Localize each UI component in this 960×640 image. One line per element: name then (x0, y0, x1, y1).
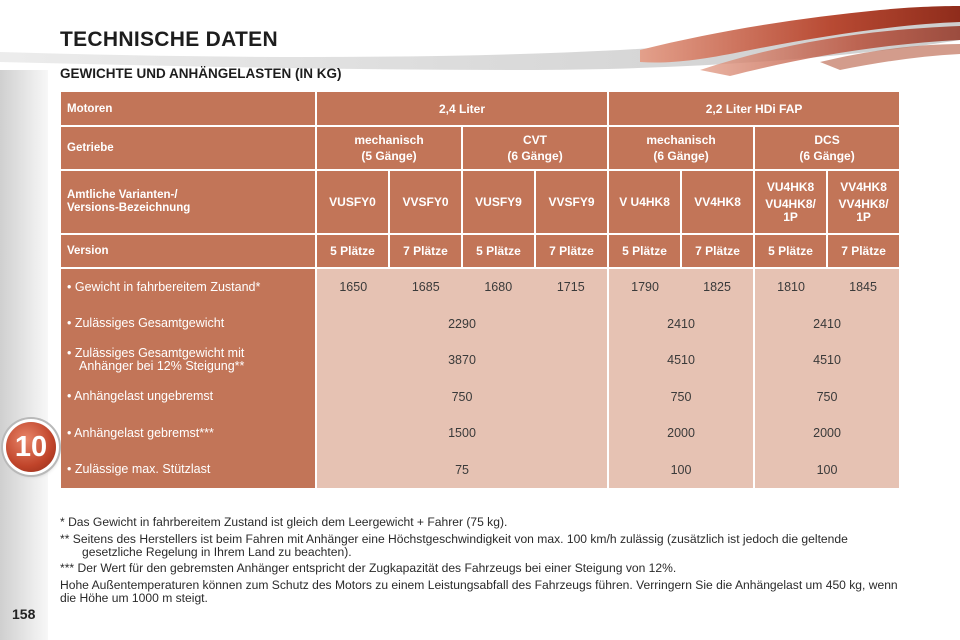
chapter-badge: 10 (6, 422, 56, 472)
petrol-values (317, 269, 607, 488)
kerb-weight-values (317, 269, 607, 306)
kerb-weight-value: 1715 (556, 280, 585, 295)
footnote-kerb-weight: * Das Gewicht in fahrbereitem Zustand ist gleich dem Leergewicht + Fahrer (75 kg). (60, 515, 508, 529)
variant-cell: VVSFY0 (390, 171, 461, 233)
kerb-weight-value: 1810 (777, 280, 805, 295)
gearbox-cell (317, 127, 461, 169)
label-kerb-weight: • Gewicht in fahrbereitem Zustand* (67, 279, 261, 294)
variant-code: 1P (783, 209, 798, 224)
train-weight-value: 4510 (813, 353, 841, 368)
gearbox-type: CVT (523, 133, 548, 147)
version-label: Version (61, 235, 315, 267)
version-cell: 7 Plätze (390, 235, 461, 267)
variant-cell (755, 171, 826, 233)
weight-labels (61, 269, 315, 488)
kerb-weight-values (609, 269, 753, 306)
variant-code: VV4HK8 (840, 179, 887, 194)
motor-diesel: 2,2 Liter HDi FAP (609, 92, 899, 125)
gearbox-gears: (6 Gänge) (507, 149, 563, 163)
unbraked-trailer-value: 750 (451, 389, 473, 404)
nose-weight-value: 100 (670, 462, 692, 477)
braked-trailer-value: 1500 (448, 426, 476, 441)
kerb-weight-value: 1685 (411, 280, 440, 295)
variant-cell: VVSFY9 (536, 171, 607, 233)
gearbox-cell (463, 127, 607, 169)
footnote-temperature: Hohe Außentemperaturen können zum Schutz des Motors zu einem Leistungsabfall des Fahrzeugs führen. Verringern Sie die Anhängelast um 450 kg, wenn die Höhe um 1000 m steigt. (60, 578, 898, 605)
motor-petrol: 2,4 Liter (317, 92, 607, 125)
kerb-weight-value: 1845 (849, 280, 877, 295)
gearbox-cell (755, 127, 899, 169)
label-braked-trailer: • Anhängelast gebremst*** (67, 425, 214, 440)
kerb-weight-value: 1825 (703, 280, 731, 295)
version-cell: 5 Plätze (463, 235, 534, 267)
gearbox-gears: (6 Gänge) (799, 149, 855, 163)
footnote-braked-trailer: *** Der Wert für den gebremsten Anhänger entspricht der Zugkapazität des Fahrzeugs bei einer Steigung von 12%. (60, 561, 677, 576)
variant-code: VU4HK8/ (765, 196, 816, 211)
motor-row (61, 92, 899, 125)
variant-label (61, 171, 315, 233)
variant-label-line: Amtliche Varianten-/ (67, 189, 178, 201)
version-row (61, 235, 899, 267)
variant-code: VV4HK8/ (838, 196, 889, 211)
diesel-dcs-values (755, 269, 899, 488)
gearbox-gears: (6 Gänge) (653, 149, 709, 163)
version-cell: 7 Plätze (682, 235, 753, 267)
variant-code: VU4HK8 (766, 179, 815, 194)
kerb-weight-value: 1790 (631, 280, 659, 295)
label-nose-weight: • Zulässige max. Stützlast (67, 462, 211, 477)
gearbox-gears: (5 Gänge) (361, 149, 417, 163)
nose-weight-value: 75 (455, 462, 469, 477)
variant-cell: VUSFY0 (317, 171, 388, 233)
page-title: TECHNISCHE DATEN (60, 28, 278, 51)
label-train-line: Anhänger bei 12% Steigung** (79, 359, 245, 374)
nose-weight-value: 100 (816, 462, 838, 477)
gross-weight-value: 2290 (448, 316, 476, 331)
weights-table (59, 90, 901, 490)
label-gross-weight: • Zulässiges Gesamtgewicht (67, 316, 225, 331)
kerb-weight-value: 1680 (484, 280, 513, 295)
footnotes (60, 516, 902, 609)
variant-row (61, 171, 899, 233)
variant-cell (828, 171, 899, 233)
version-cell: 5 Plätze (317, 235, 388, 267)
unbraked-trailer-value: 750 (816, 389, 838, 404)
version-cell: 7 Plätze (828, 235, 899, 267)
kerb-weight-values (755, 269, 899, 306)
motor-label: Motoren (61, 92, 315, 125)
page-number: 158 (12, 606, 36, 622)
diesel-manual-values (609, 269, 753, 488)
variant-cell: V U4HK8 (609, 171, 680, 233)
gearbox-row (61, 127, 899, 169)
variant-cell: VUSFY9 (463, 171, 534, 233)
train-weight-value: 3870 (448, 353, 476, 368)
kerb-weight-value: 1650 (339, 280, 368, 295)
gross-weight-value: 2410 (667, 316, 695, 331)
train-weight-value: 4510 (667, 353, 695, 368)
weights-body-row (61, 269, 899, 488)
gearbox-label: Getriebe (61, 127, 315, 169)
variant-code: 1P (856, 209, 871, 224)
label-unbraked-trailer: • Anhängelast ungebremst (67, 389, 214, 404)
variant-label-line: Versions-Bezeichnung (67, 202, 191, 214)
gearbox-type: mechanisch (646, 133, 716, 147)
gearbox-type: DCS (814, 133, 840, 147)
version-cell: 7 Plätze (536, 235, 607, 267)
variant-cell: VV4HK8 (682, 171, 753, 233)
section-title: GEWICHTE UND ANHÄNGELASTEN (IN KG) (60, 66, 342, 81)
gearbox-cell (609, 127, 753, 169)
gearbox-type: mechanisch (354, 133, 424, 147)
label-train-line: • Zulässiges Gesamtgewicht mit (67, 346, 245, 361)
version-cell: 5 Plätze (609, 235, 680, 267)
braked-trailer-value: 2000 (667, 426, 695, 441)
unbraked-trailer-value: 750 (670, 389, 692, 404)
version-cell: 5 Plätze (755, 235, 826, 267)
footnote-speed-limit: ** Seitens des Herstellers ist beim Fahren mit Anhänger eine Höchstgeschwindigkeit von max. 100 km/h zulässig (zusätzlich ist jedoch die geltende gesetzliche Regelung in Ihrem Land zu beachten). (60, 531, 848, 559)
braked-trailer-value: 2000 (813, 426, 841, 441)
gross-weight-value: 2410 (813, 316, 841, 331)
side-bar (0, 70, 48, 640)
label-train-weight (67, 342, 315, 379)
